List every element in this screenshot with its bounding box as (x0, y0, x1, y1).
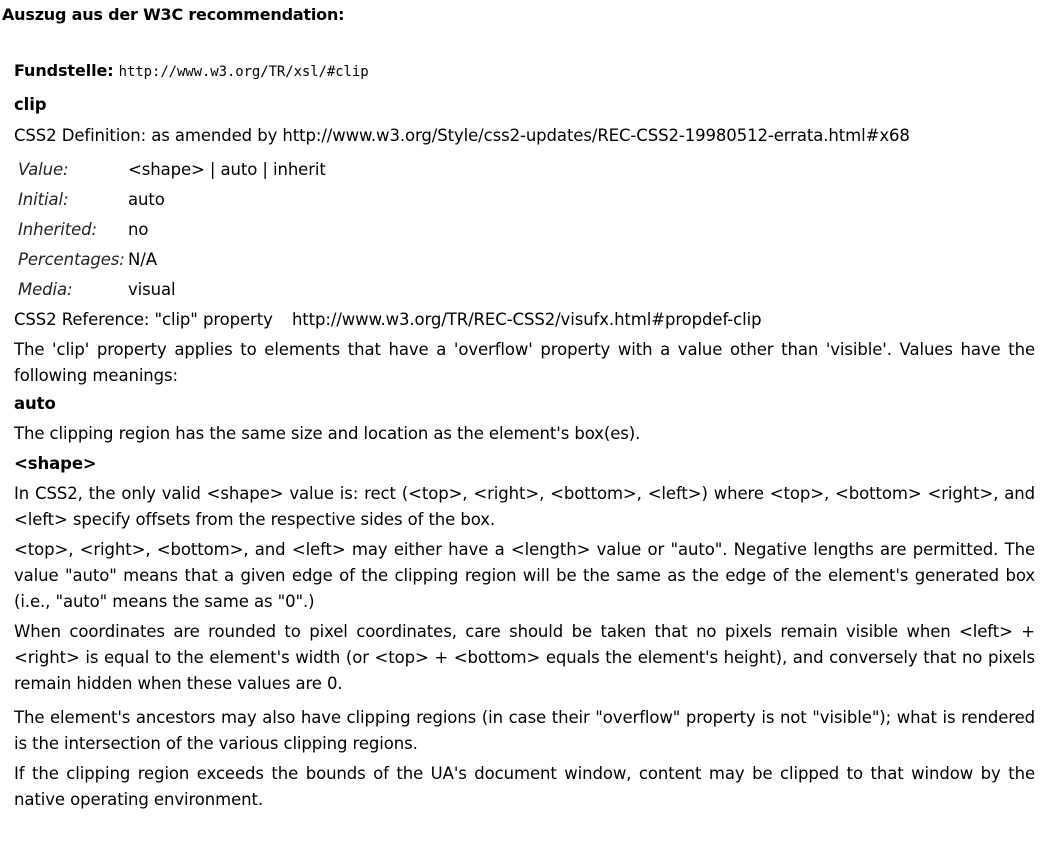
property-table (18, 155, 326, 305)
property-row-percentages (18, 245, 326, 275)
source-url[interactable]: http://www.w3.org/TR/xsl/#clip (118, 64, 369, 80)
page-heading: Auszug aus der W3C recommendation: (2, 5, 345, 24)
shape-paragraph: In CSS2, the only valid <shape> value is: rect (<top>, <right>, <bottom>, <left>) where <top>, <bottom> <right>, and <left> specify offsets from the respective sides of the box. (14, 484, 1035, 529)
shape-term: <shape> (14, 454, 97, 473)
property-value: no (128, 220, 149, 239)
window-paragraph: If the clipping region exceeds the bounds of the UA's document window, content may be clipped to that window by the native operating environment. (14, 764, 1035, 809)
property-key: Value: (18, 160, 69, 179)
intro-paragraph: The 'clip' property applies to elements that have a 'overflow' property with a value other than 'visible'. Values have the following meanings: (14, 340, 1035, 385)
css2-reference (14, 307, 1035, 333)
rounding-paragraph: When coordinates are rounded to pixel coordinates, care should be taken that no pixels remain visible when <left> + <right> is equal to the element's width (or <top> + <bottom> equals the element's height), and conversely that no pixels remain hidden when these values are 0. (14, 622, 1035, 693)
term-title: clip (14, 95, 47, 114)
ancestors-paragraph: The element's ancestors may also have clipping regions (in case their "overflow" property is not "visible"); what is rendered is the intersection of the various clipping regions. (14, 708, 1035, 753)
auto-term: auto (14, 394, 56, 413)
property-row-value (18, 155, 326, 185)
source-line (14, 58, 1035, 84)
auto-description: The clipping region has the same size and location as the element's box(es). (14, 424, 641, 443)
property-row-initial (18, 185, 326, 215)
property-row-inherited (18, 215, 326, 245)
document-body (14, 58, 1035, 813)
css2-definition: CSS2 Definition: as amended by http://www.w3.org/Style/css2-updates/REC-CSS2-19980512-errata.html#x68 (14, 126, 910, 145)
source-label: Fundstelle: (14, 61, 114, 80)
property-value: N/A (128, 250, 157, 269)
property-value: visual (128, 280, 176, 299)
property-value: <shape> | auto | inherit (128, 160, 326, 179)
reference-label: CSS2 Reference: "clip" property (14, 310, 273, 329)
reference-url[interactable]: http://www.w3.org/TR/REC-CSS2/visufx.html#propdef-clip (291, 310, 762, 329)
property-key: Inherited: (18, 220, 97, 239)
property-key: Initial: (18, 190, 69, 209)
property-key: Media: (18, 280, 73, 299)
property-value: auto (128, 190, 165, 209)
offsets-paragraph: <top>, <right>, <bottom>, and <left> may either have a <length> value or "auto". Negative lengths are permitted. The value "auto" means that a given edge of the clipping region will be the same as the edge of the element's generated box (i.e., "auto" means the same as "0".) (14, 540, 1035, 611)
property-row-media (18, 275, 326, 305)
property-key: Percentages: (18, 250, 125, 269)
